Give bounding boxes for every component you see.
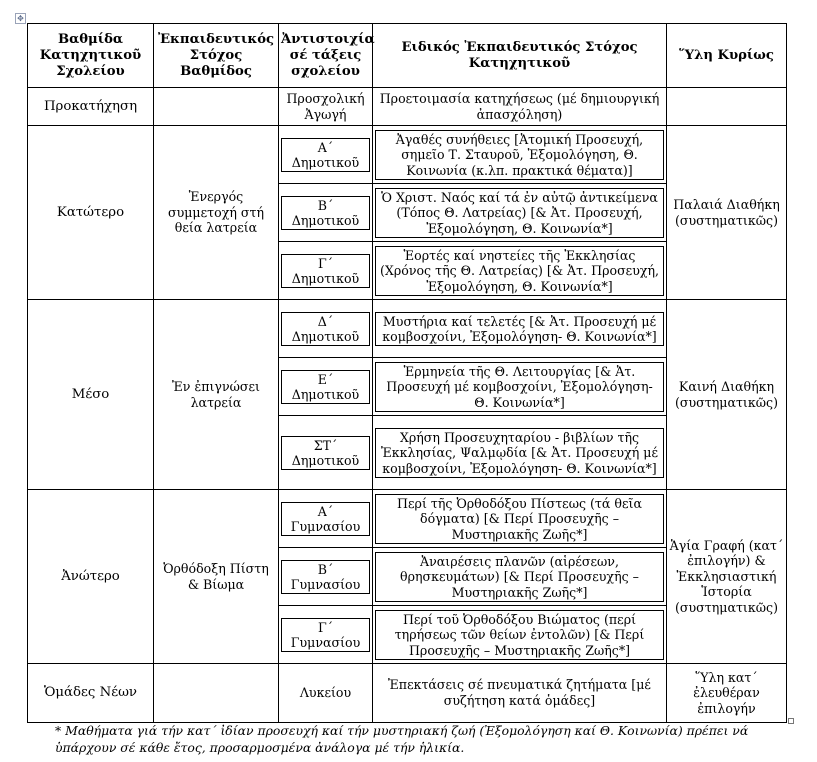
material-cell: Παλαιά Διαθήκη (συστηματικῶς): [667, 126, 787, 300]
header-material: Ὕλη Κυρίως: [667, 24, 787, 88]
header-level: Βαθμίδα Κατηχητικοῦ Σχολείου: [28, 24, 154, 88]
footnote: * Μαθήματα γιά τήν κατ΄ ἰδίαν προσευχή καί τήν μυστηριακή ζωή (Ἐξομολόγηση καί Θ. Κοινωνία) πρέπει νά ὑπάρχουν σέ κάθε ἔτος, προσαρμοσμένα ἀνάλογα μέ τήν ἡλικία.: [55, 723, 749, 755]
class-cell: Λυκείου: [279, 664, 373, 723]
material-cell: Ὕλη κατ΄ ἐλευθέραν ἐπιλογήν: [667, 664, 787, 723]
target-cell: Ὁ Χριστ. Ναός καί τά ἐν αὐτῷ ἀντικείμενα (Τόπος Θ. Λατρείας) [& Ἀτ. Προσευχή, Ἐξομολόγηση, Θ. Κοινωνία*]: [373, 184, 667, 242]
target-cell: Χρήση Προσευχηταρίου - βιβλίων τῆς Ἐκκλησίας, Ψαλμῳδία [& Ἀτ. Προσευχή μέ κομβοσχοίνι, Ἐξομολόγηση- Θ. Κοινωνία*]: [373, 416, 667, 490]
class-cell: Γ΄ Δημοτικοῦ: [279, 242, 373, 300]
class-cell: ΣΤ΄ Δημοτικοῦ: [279, 416, 373, 490]
level-cell: Ὁμάδες Νέων: [28, 664, 154, 723]
target-cell: Ἑορτές καί νηστείες τῆς Ἐκκλησίας (Χρόνος τῆς Θ. Λατρείας) [& Ἀτ. Προσευχή, Ἐξομολόγηση, Θ. Κοινωνία*]: [373, 242, 667, 300]
target-cell: Περί τῆς Ὀρθοδόξου Πίστεως (τά θεῖα δόγματα) [& Περί Προσευχῆς – Μυστηριακῆς Ζωῆς*]: [373, 490, 667, 548]
class-cell: Γ΄ Γυμνασίου: [279, 606, 373, 664]
goal-cell: Ἐνεργός συμμετοχή στή θεία λατρεία: [154, 126, 279, 300]
target-cell: Μυστήρια καί τελετές [& Ἀτ. Προσευχή μέ κομβοσχοίνι, Ἐξομολόγηση- Θ. Κοινωνία*]: [373, 300, 667, 358]
target-cell: Προετοιμασία κατηχήσεως (μέ δημιουργική ἀπασχόληση): [373, 88, 667, 126]
class-cell: Προσχολική Ἀγωγή: [279, 88, 373, 126]
table-row: [28, 490, 787, 548]
table-header-row: [28, 24, 787, 88]
header-class: Ἀντιστοιχία σέ τάξεις σχολείου: [279, 24, 373, 88]
goal-cell: [154, 88, 279, 126]
target-cell: Περί τοῦ Ὀρθοδόξου Βιώματος (περί τηρήσεως τῶν θείων ἐντολῶν) [& Περί Προσευχῆς – Μυστηριακῆς Ζωῆς*]: [373, 606, 667, 664]
class-cell: Α΄ Γυμνασίου: [279, 490, 373, 548]
header-goal: Ἐκπαιδευτικός Στόχος Βαθμίδος: [154, 24, 279, 88]
class-cell: Β΄ Δημοτικοῦ: [279, 184, 373, 242]
goal-cell: Ἐν ἐπιγνώσει λατρεία: [154, 300, 279, 490]
table-row: [28, 300, 787, 358]
class-cell: Α΄ Δημοτικοῦ: [279, 126, 373, 184]
target-cell: Ἐπεκτάσεις σέ πνευματικά ζητήματα [μέ συζήτηση κατά ὁμάδες]: [373, 664, 667, 723]
header-target: Ειδικός Ἐκπαιδευτικός Στόχος Κατηχητικοῦ: [373, 24, 667, 88]
material-cell: [667, 88, 787, 126]
material-cell: Ἁγία Γραφή (κατ΄ ἐπιλογήν) & Ἐκκλησιαστική Ἱστορία (συστηματικῶς): [667, 490, 787, 664]
target-cell: Ἀναιρέσεις πλανῶν (αἱρέσεων, θρησκευμάτων) [& Περί Προσευχῆς – Μυστηριακῆς Ζωῆς*]: [373, 548, 667, 606]
table-row: [28, 664, 787, 723]
table-row: [28, 88, 787, 126]
class-cell: Δ΄ Δημοτικοῦ: [279, 300, 373, 358]
goal-cell: Ὀρθόδοξη Πίστη & Βίωμα: [154, 490, 279, 664]
level-cell: Κατώτερο: [28, 126, 154, 300]
level-cell: Προκατήχηση: [28, 88, 154, 126]
class-cell: Ε΄ Δημοτικοῦ: [279, 358, 373, 416]
table-move-handle-icon[interactable]: ✥: [15, 13, 26, 24]
catechism-curriculum-table: [27, 23, 787, 723]
table-row: [28, 126, 787, 184]
level-cell: Ἀνώτερο: [28, 490, 154, 664]
target-cell: Ἑρμηνεία τῆς Θ. Λειτουργίας [& Ἀτ. Προσευχή μέ κομβοσχοίνι, Ἐξομολόγηση- Θ. Κοινωνία*]: [373, 358, 667, 416]
class-cell: Β΄ Γυμνασίου: [279, 548, 373, 606]
cell-end-marker: [788, 718, 794, 724]
target-cell: Ἀγαθές συνήθειες [Ἀτομική Προσευχή, σημεῖο Τ. Σταυροῦ, Ἐξομολόγηση, Θ. Κοινωνία (κ.λπ. πρακτικά θέματα)]: [373, 126, 667, 184]
material-cell: Καινή Διαθήκη (συστηματικῶς): [667, 300, 787, 490]
goal-cell: [154, 664, 279, 723]
level-cell: Μέσο: [28, 300, 154, 490]
